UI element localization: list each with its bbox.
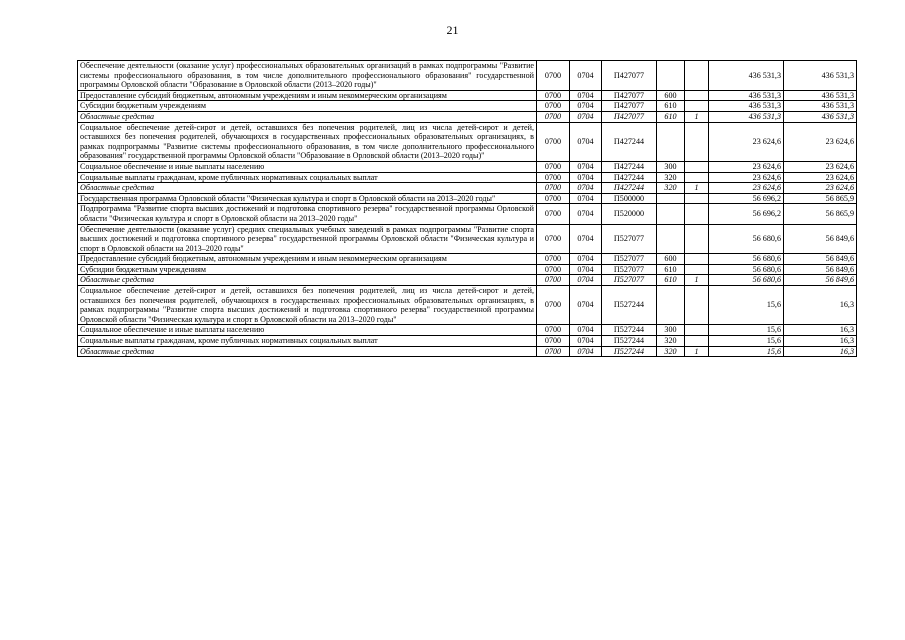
row-subsection-code: 0704 [570, 183, 602, 194]
row-target-article-code: П500000 [602, 193, 657, 204]
row-expense-type-code: 300 [657, 161, 685, 172]
row-expense-type-code: 600 [657, 90, 685, 101]
row-expense-type-code: 320 [657, 336, 685, 347]
row-target-article-code: П427244 [602, 172, 657, 183]
row-funding-source-code: 1 [685, 111, 709, 122]
row-subsection-code: 0704 [570, 275, 602, 286]
row-target-article-code: П427244 [602, 122, 657, 161]
row-section-code: 0700 [537, 193, 570, 204]
row-name: Обеспечение деятельности (оказание услуг) профессиональных образовательных организаций в рамках подпрограммы "Развитие системы профессионального образования, в том числе дополнительного профессионального образования" государственной программы Орловской области "Образование в Орловской области (2013–2020 годы)" [78, 61, 537, 91]
row-funding-source-code [685, 193, 709, 204]
row-target-article-code: П427077 [602, 101, 657, 112]
row-name: Областные средства [78, 275, 537, 286]
row-expense-type-code [657, 61, 685, 91]
row-subsection-code: 0704 [570, 193, 602, 204]
table-row [78, 254, 857, 265]
row-expense-type-code: 300 [657, 325, 685, 336]
row-section-code: 0700 [537, 122, 570, 161]
row-target-article-code: П527077 [602, 275, 657, 286]
row-funding-source-code [685, 90, 709, 101]
row-name: Социальное обеспечение детей-сирот и детей, оставшихся без попечения родителей, лиц из числа детей-сирот и детей, оставшихся без попечения родителей, обучающихся в государственных профессиональных образовательных организациях, в рамках подпрограммы "Развитие системы профессионального образования, в том числе дополнительного профессионального образования" государственной программы Орловской области "Образование в Орловской области (2013–2020 годы)" [78, 122, 537, 161]
row-amount-year-2: 56 849,6 [784, 275, 857, 286]
row-name: Социальное обеспечение и иные выплаты населению [78, 161, 537, 172]
row-amount-year-1: 23 624,6 [709, 122, 784, 161]
row-amount-year-2: 436 531,3 [784, 111, 857, 122]
row-expense-type-code: 610 [657, 275, 685, 286]
row-target-article-code: П520000 [602, 204, 657, 224]
row-amount-year-1: 15,6 [709, 336, 784, 347]
row-subsection-code: 0704 [570, 325, 602, 336]
row-section-code: 0700 [537, 161, 570, 172]
row-amount-year-1: 15,6 [709, 286, 784, 325]
row-name: Обеспечение деятельности (оказание услуг) средних специальных учебных заведений в рамках подпрограммы "Развитие спорта высших достижений и подготовка спортивного резерва" государственной программы Орловской области "Физическая культура и спорт в Орловской области на 2013–2020 годы" [78, 224, 537, 254]
row-expense-type-code [657, 224, 685, 254]
row-expense-type-code: 600 [657, 254, 685, 265]
row-subsection-code: 0704 [570, 224, 602, 254]
row-amount-year-1: 56 696,2 [709, 193, 784, 204]
row-amount-year-2: 23 624,6 [784, 161, 857, 172]
row-amount-year-2: 23 624,6 [784, 172, 857, 183]
row-funding-source-code [685, 122, 709, 161]
table-row [78, 183, 857, 194]
row-funding-source-code [685, 172, 709, 183]
row-target-article-code: П427077 [602, 61, 657, 91]
table-row [78, 286, 857, 325]
row-subsection-code: 0704 [570, 90, 602, 101]
row-amount-year-2: 56 849,6 [784, 254, 857, 265]
row-name: Социальные выплаты гражданам, кроме публичных нормативных социальных выплат [78, 172, 537, 183]
row-name: Областные средства [78, 183, 537, 194]
row-section-code: 0700 [537, 111, 570, 122]
row-amount-year-2: 23 624,6 [784, 183, 857, 194]
row-target-article-code: П427244 [602, 161, 657, 172]
row-amount-year-2: 436 531,3 [784, 90, 857, 101]
row-section-code: 0700 [537, 101, 570, 112]
row-target-article-code: П427077 [602, 111, 657, 122]
row-subsection-code: 0704 [570, 111, 602, 122]
row-expense-type-code: 320 [657, 346, 685, 357]
row-section-code: 0700 [537, 336, 570, 347]
row-name: Субсидии бюджетным учреждениям [78, 101, 537, 112]
table-row [78, 204, 857, 224]
row-amount-year-2: 436 531,3 [784, 61, 857, 91]
row-amount-year-1: 56 680,6 [709, 264, 784, 275]
row-subsection-code: 0704 [570, 254, 602, 265]
row-target-article-code: П527244 [602, 336, 657, 347]
table-row [78, 325, 857, 336]
row-section-code: 0700 [537, 172, 570, 183]
row-target-article-code: П527077 [602, 224, 657, 254]
row-subsection-code: 0704 [570, 286, 602, 325]
row-subsection-code: 0704 [570, 101, 602, 112]
row-amount-year-1: 436 531,3 [709, 61, 784, 91]
row-subsection-code: 0704 [570, 336, 602, 347]
row-amount-year-1: 23 624,6 [709, 183, 784, 194]
row-funding-source-code [685, 254, 709, 265]
budget-table [77, 60, 857, 357]
row-name: Предоставление субсидий бюджетным, автономным учреждениям и иным некоммерческим организациям [78, 254, 537, 265]
row-target-article-code: П527077 [602, 264, 657, 275]
row-amount-year-1: 56 680,6 [709, 275, 784, 286]
row-amount-year-1: 436 531,3 [709, 111, 784, 122]
row-section-code: 0700 [537, 264, 570, 275]
table-row [78, 161, 857, 172]
row-funding-source-code: 1 [685, 275, 709, 286]
table-row [78, 101, 857, 112]
row-section-code: 0700 [537, 275, 570, 286]
row-name: Субсидии бюджетным учреждениям [78, 264, 537, 275]
row-amount-year-2: 56 865,9 [784, 193, 857, 204]
row-name: Подпрограмма "Развитие спорта высших достижений и подготовка спортивного резерва" государственной программы Орловской области "Физическая культура и спорт в Орловской области на 2013–2020 годы" [78, 204, 537, 224]
table-row [78, 172, 857, 183]
row-expense-type-code: 320 [657, 172, 685, 183]
row-name: Областные средства [78, 346, 537, 357]
row-amount-year-1: 23 624,6 [709, 172, 784, 183]
budget-table-body [78, 61, 857, 357]
row-amount-year-1: 15,6 [709, 346, 784, 357]
row-target-article-code: П527244 [602, 286, 657, 325]
row-funding-source-code [685, 336, 709, 347]
row-section-code: 0700 [537, 286, 570, 325]
row-name: Социальное обеспечение и иные выплаты населению [78, 325, 537, 336]
table-row [78, 346, 857, 357]
row-amount-year-1: 436 531,3 [709, 90, 784, 101]
table-row [78, 336, 857, 347]
row-target-article-code: П427244 [602, 183, 657, 194]
row-amount-year-1: 56 696,2 [709, 204, 784, 224]
row-funding-source-code [685, 61, 709, 91]
row-expense-type-code: 610 [657, 111, 685, 122]
row-section-code: 0700 [537, 224, 570, 254]
row-funding-source-code: 1 [685, 346, 709, 357]
row-name: Социальное обеспечение детей-сирот и детей, оставшихся без попечения родителей, лиц из числа детей-сирот и детей, оставшихся без попечения родителей, обучающихся в государственных профессиональных образовательных организациях, в рамках подпрограммы "Развитие спорта высших достижений и подготовка спортивного резерва" государственной программы Орловской области "Физическая культура и спорт в Орловской области на 2013–2020 годы" [78, 286, 537, 325]
row-section-code: 0700 [537, 204, 570, 224]
row-section-code: 0700 [537, 346, 570, 357]
row-amount-year-2: 16,3 [784, 286, 857, 325]
row-amount-year-2: 16,3 [784, 325, 857, 336]
row-amount-year-1: 23 624,6 [709, 161, 784, 172]
row-amount-year-1: 15,6 [709, 325, 784, 336]
row-expense-type-code: 610 [657, 101, 685, 112]
row-funding-source-code [685, 161, 709, 172]
table-row [78, 90, 857, 101]
row-name: Областные средства [78, 111, 537, 122]
row-target-article-code: П527244 [602, 346, 657, 357]
row-subsection-code: 0704 [570, 161, 602, 172]
row-subsection-code: 0704 [570, 122, 602, 161]
row-amount-year-2: 56 849,6 [784, 264, 857, 275]
row-funding-source-code [685, 224, 709, 254]
row-target-article-code: П527244 [602, 325, 657, 336]
row-subsection-code: 0704 [570, 172, 602, 183]
table-row [78, 264, 857, 275]
row-subsection-code: 0704 [570, 346, 602, 357]
row-funding-source-code [685, 204, 709, 224]
row-amount-year-1: 56 680,6 [709, 254, 784, 265]
row-amount-year-2: 16,3 [784, 336, 857, 347]
row-funding-source-code [685, 101, 709, 112]
row-amount-year-1: 56 680,6 [709, 224, 784, 254]
row-section-code: 0700 [537, 325, 570, 336]
row-name: Государственная программа Орловской области "Физическая культура и спорт в Орловской области на 2013–2020 годы" [78, 193, 537, 204]
row-section-code: 0700 [537, 61, 570, 91]
row-expense-type-code [657, 286, 685, 325]
row-amount-year-2: 56 849,6 [784, 224, 857, 254]
table-row [78, 193, 857, 204]
row-section-code: 0700 [537, 90, 570, 101]
table-row [78, 61, 857, 91]
row-expense-type-code [657, 204, 685, 224]
row-name: Предоставление субсидий бюджетным, автономным учреждениям и иным некоммерческим организациям [78, 90, 537, 101]
row-name: Социальные выплаты гражданам, кроме публичных нормативных социальных выплат [78, 336, 537, 347]
row-expense-type-code [657, 122, 685, 161]
row-funding-source-code: 1 [685, 183, 709, 194]
row-target-article-code: П527077 [602, 254, 657, 265]
row-expense-type-code: 610 [657, 264, 685, 275]
row-amount-year-2: 23 624,6 [784, 122, 857, 161]
row-expense-type-code [657, 193, 685, 204]
row-amount-year-2: 16,3 [784, 346, 857, 357]
row-funding-source-code [685, 264, 709, 275]
row-section-code: 0700 [537, 254, 570, 265]
table-row [78, 111, 857, 122]
row-amount-year-1: 436 531,3 [709, 101, 784, 112]
row-funding-source-code [685, 286, 709, 325]
row-target-article-code: П427077 [602, 90, 657, 101]
page-number: 21 [446, 23, 459, 37]
row-subsection-code: 0704 [570, 264, 602, 275]
row-section-code: 0700 [537, 183, 570, 194]
row-expense-type-code: 320 [657, 183, 685, 194]
row-amount-year-2: 436 531,3 [784, 101, 857, 112]
row-subsection-code: 0704 [570, 204, 602, 224]
row-funding-source-code [685, 325, 709, 336]
table-row [78, 122, 857, 161]
table-row [78, 275, 857, 286]
row-subsection-code: 0704 [570, 61, 602, 91]
table-row [78, 224, 857, 254]
row-amount-year-2: 56 865,9 [784, 204, 857, 224]
